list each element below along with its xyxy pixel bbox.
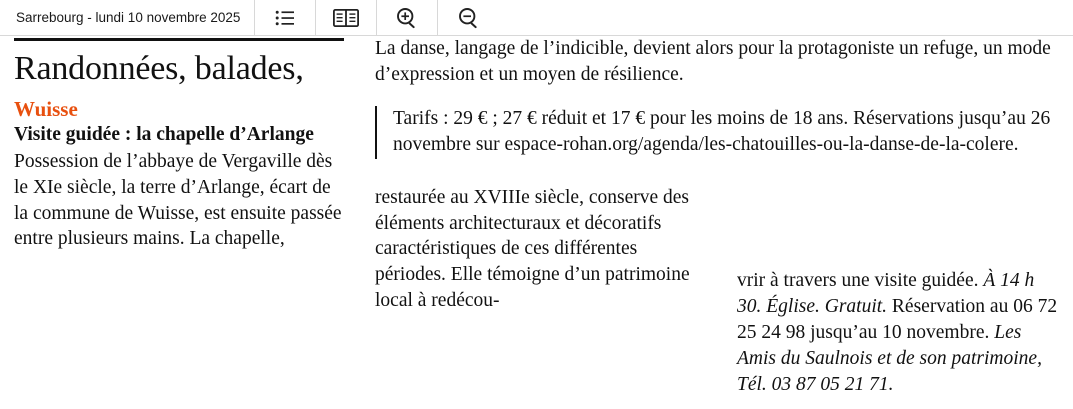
organizer-credit-italic: Les Amis du Saulnois et de son patrimoine, Tél. 03 87 05 21 71. xyxy=(737,321,1042,395)
edition-title: Sarrebourg - lundi 10 novembre 2025 xyxy=(0,0,255,35)
zoom-in-button[interactable] xyxy=(377,0,438,35)
locality-label: Wuisse xyxy=(14,97,78,122)
viewer-toolbar xyxy=(0,0,1073,36)
list-icon xyxy=(275,10,295,26)
two-page-view-button[interactable] xyxy=(316,0,377,35)
callout-bar xyxy=(375,106,377,159)
article-body-column-three-part2: Réservation au 06 72 25 24 98 jusqu’au 10 novembre. xyxy=(737,295,1058,343)
article-body-column-two: restaurée au XVIIIe siècle, conserve des éléments architecturaux et décoratifs caractéristiques de ces différentes périodes. Elle témoigne d’un patrimoine local à redécou- xyxy=(375,186,690,312)
article-body-column-three-part1: vrir à travers une visite guidée. xyxy=(737,270,984,291)
page-canvas[interactable] xyxy=(0,36,1073,409)
pricing-callout-text: Tarifs : 29 € ; 27 € réduit et 17 € pour les moins de 18 ans. Réservations jusqu’au 26 novembre sur espace-rohan.org/agenda/les-chatouilles-ou-la-danse-de-la-colere. xyxy=(393,108,1051,156)
book-spread-icon xyxy=(333,9,359,27)
section-rule xyxy=(14,38,344,41)
toc-button[interactable] xyxy=(255,0,316,35)
article-body-column-one: Possession de l’abbaye de Vergaville dès le XIe siècle, la terre d’Arlange, écart de la commune de Wuisse, est ensuite passée entre plusieurs mains. La chapelle, xyxy=(14,151,342,250)
column-one xyxy=(14,38,344,252)
event-details-italic: À 14 h 30. Église. Gratuit. xyxy=(737,270,1035,317)
magnifier-plus-icon xyxy=(396,7,418,29)
previous-article-tail: La danse, langage de l’indicible, devient alors pour la protagoniste un refuge, un mode d’expression et un moyen de résilience. xyxy=(375,38,1051,85)
zoom-out-button[interactable] xyxy=(438,0,499,35)
article-subheading: Visite guidée : la chapelle d’Arlange xyxy=(14,124,314,146)
column-three xyxy=(737,268,1062,398)
magnifier-minus-icon xyxy=(458,7,480,29)
page-title: Randonnées, balades, xyxy=(14,50,304,87)
pricing-callout xyxy=(375,106,1073,159)
